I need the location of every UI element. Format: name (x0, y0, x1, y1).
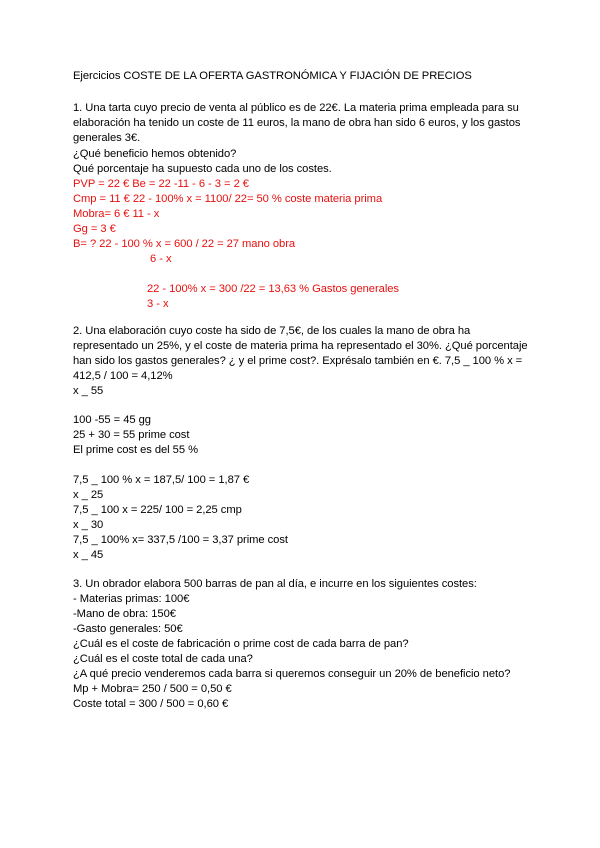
ex2-work-line: 25 + 30 = 55 prime cost (73, 429, 190, 441)
ex2-work-line: x _ 30 (73, 519, 104, 531)
ex1-question-line: generales 3€. (73, 132, 141, 144)
ex2-work-line: 7,5 _ 100 % x = 187,5/ 100 = 1,87 € (73, 474, 250, 486)
ex2-question-line: 2. Una elaboración cuyo coste ha sido de 7,5€, de los cuales la mano de obra ha (73, 325, 471, 337)
ex2-work-line: 7,5 _ 100% x= 337,5 /100 = 3,37 prime cost (73, 534, 288, 546)
ex3-question-line: 3. Un obrador elabora 500 barras de pan al día, e incurre en los siguientes costes: (73, 578, 477, 590)
ex2-question-line: x _ 55 (73, 385, 104, 397)
ex3-answer-line: Mp + Mobra= 250 / 500 = 0,50 € (73, 683, 232, 695)
ex2-work-line: x _ 45 (73, 549, 104, 561)
ex1-answer-line: 3 - x (147, 298, 169, 310)
ex1-answer-line: Mobra= 6 € 11 - x (73, 208, 160, 220)
ex3-question-line: ¿Cuál es el coste total de cada una? (73, 653, 253, 665)
ex3-answer-line: Coste total = 300 / 500 = 0,60 € (73, 698, 229, 710)
ex2-question-line: representado un 25%, y el coste de materia prima ha representado el 30%. ¿Qué porcentaje (73, 340, 528, 352)
document-title: Ejercicios COSTE DE LA OFERTA GASTRONÓMICA Y FIJACIÓN DE PRECIOS (73, 70, 472, 82)
ex1-question-line: Qué porcentaje ha supuesto cada uno de los costes. (73, 163, 332, 175)
ex1-answer-line: Gg = 3 € (73, 223, 116, 235)
ex3-question-line: ¿A qué precio venderemos cada barra si queremos conseguir un 20% de beneficio neto? (73, 668, 511, 680)
ex1-question-line: elaboración ha tenido un coste de 11 euros, la mano de obra han sido 6 euros, y los gastos (73, 117, 521, 129)
ex2-question-line: han sido los gastos generales? ¿ y el prime cost?. Exprésalo también en €. 7,5 _ 100 % x = (73, 355, 523, 367)
ex2-work-line: 7,5 _ 100 x = 225/ 100 = 2,25 cmp (73, 504, 242, 516)
ex1-answer-line: PVP = 22 € Be = 22 -11 - 6 - 3 = 2 € (73, 178, 249, 190)
ex3-question-line: -Mano de obra: 150€ (73, 608, 176, 620)
ex3-question-line: -Gasto generales: 50€ (73, 623, 183, 635)
ex1-question-line: ¿Qué beneficio hemos obtenido? (73, 148, 237, 160)
ex1-answer-line: Cmp = 11 € 22 - 100% x = 1100/ 22= 50 % coste materia prima (73, 193, 383, 205)
ex1-answer-line: B= ? 22 - 100 % x = 600 / 22 = 27 mano obra (73, 238, 296, 250)
ex1-question-line: 1. Una tarta cuyo precio de venta al público es de 22€. La materia prima empleada para su (73, 102, 519, 114)
ex1-answer-line: 22 - 100% x = 300 /22 = 13,63 % Gastos generales (147, 283, 399, 295)
ex2-question-line: 412,5 / 100 = 4,12% (73, 370, 173, 382)
ex2-work-line: 100 -55 = 45 gg (73, 414, 151, 426)
ex3-question-line: ¿Cuál es el coste de fabricación o prime cost de cada barra de pan? (73, 638, 409, 650)
ex3-question-line: - Materias primas: 100€ (73, 593, 190, 605)
ex2-work-line: El prime cost es del 55 % (73, 444, 198, 456)
ex2-work-line: x _ 25 (73, 489, 104, 501)
ex1-answer-line: 6 - x (150, 253, 172, 265)
